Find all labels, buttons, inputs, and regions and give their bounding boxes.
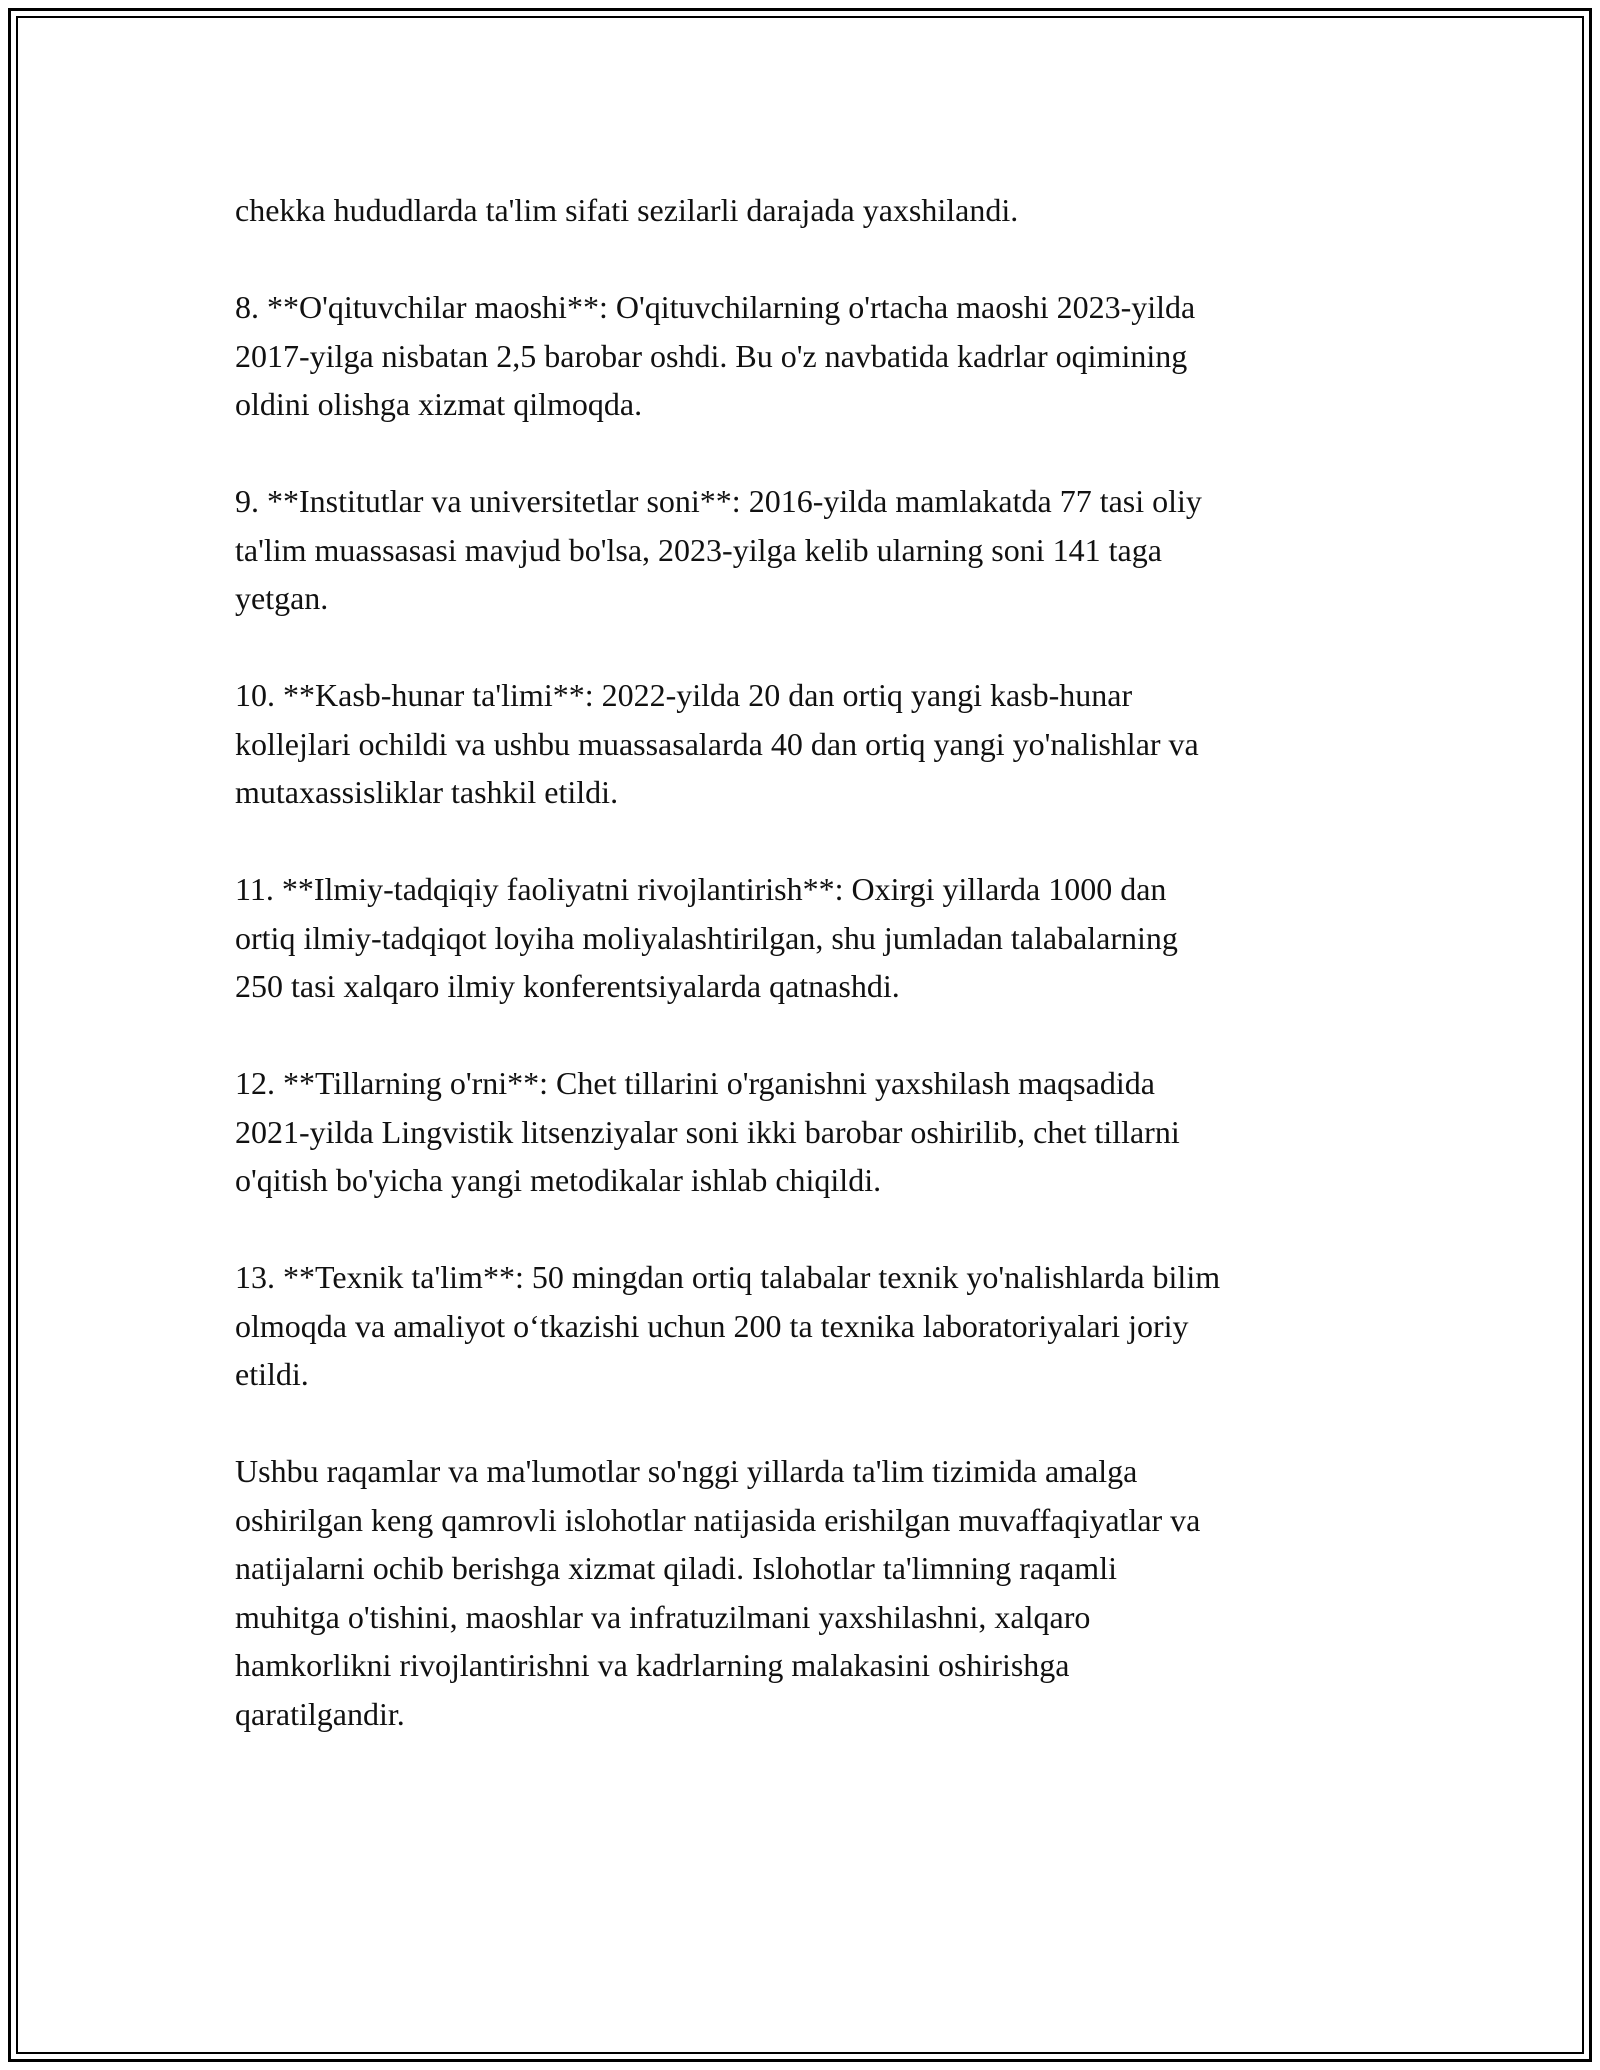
paragraph-item-8-teacher-salary: 8. **O'qituvchilar maoshi**: O'qituvchilarning o'rtacha maoshi 2023-yilda 2017-yilga nisbatan 2,5 barobar oshdi. Bu o'z navbatida kadrlar oqimining oldini olishga xizmat qilmoqda. [235, 289, 1196, 422]
paragraph-conclusion: Ushbu raqamlar va ma'lumotlar so'nggi yillarda ta'lim tizimida amalga oshirilgan keng qamrovli islohotlar natijasida erishilgan muvaffaqiyatlar va natijalarni ochib berishga xizmat qiladi. Islohotlar ta'limning raqamli muhitga o'tishini, maoshlar va infratuzilmani yaxshilashni, xalqaro hamkorlikni rivojlantirishni va kadrlarning malakasini oshirishga qaratilgandir. [235, 1453, 1201, 1732]
paragraph-item-12-languages: 12. **Tillarning o'rni**: Chet tillarini o'rganishni yaxshilash maqsadida 2021-yilda Lingvistik litsenziyalar soni ikki barobar oshirilib, chet tillarni o'qitish bo'yicha yangi metodikalar ishlab chiqildi. [235, 1065, 1180, 1198]
paragraph-continuation: chekka hududlarda ta'lim sifati sezilarli darajada yaxshilandi. [235, 192, 1019, 228]
document-body [235, 186, 1375, 1787]
paragraph-item-10-vocational-education: 10. **Kasb-hunar ta'limi**: 2022-yilda 20 dan ortiq yangi kasb-hunar kollejlari ochildi va ushbu muassasalarda 40 dan ortiq yangi yo'nalishlar va mutaxassisliklar tashkil etildi. [235, 677, 1199, 810]
paragraph-item-11-research-development: 11. **Ilmiy-tadqiqiy faoliyatni rivojlantirish**: Oxirgi yillarda 1000 dan ortiq ilmiy-tadqiqot loyiha moliyalashtirilgan, shu jumladan talabalarning 250 tasi xalqaro ilmiy konferentsiyalarda qatnashdi. [235, 871, 1178, 1004]
paragraph-item-9-institutions-count: 9. **Institutlar va universitetlar soni**: 2016-yilda mamlakatda 77 tasi oliy ta'lim muassasasi mavjud bo'lsa, 2023-yilga kelib ularning soni 141 taga yetgan. [235, 483, 1202, 616]
paragraph-item-13-technical-education: 13. **Texnik ta'lim**: 50 mingdan ortiq talabalar texnik yo'nalishlarda bilim olmoqda va amaliyot o‘tkazishi uchun 200 ta texnika laboratoriyalari joriy etildi. [235, 1259, 1221, 1392]
